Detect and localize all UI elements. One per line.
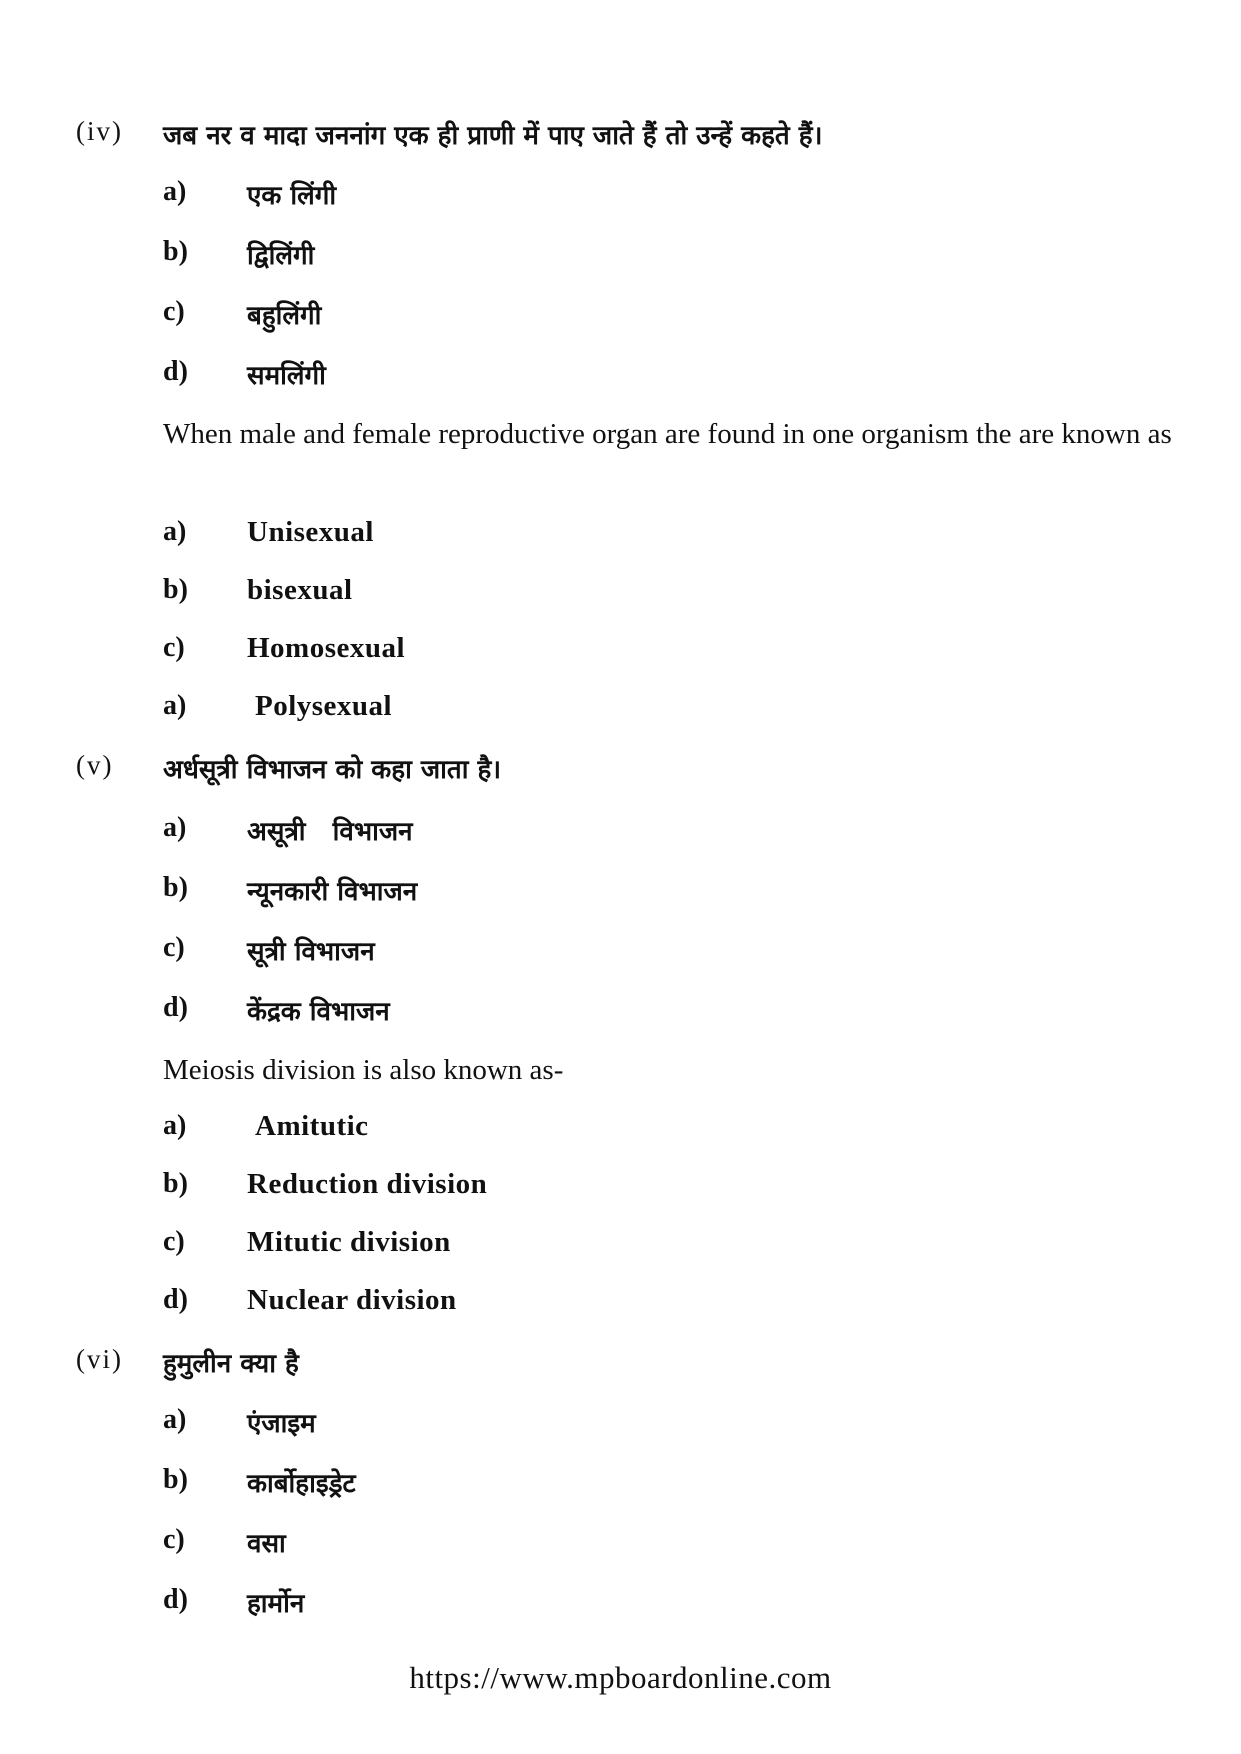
option-label: a) [163, 1404, 187, 1435]
option-text: Mitutic division [247, 1226, 451, 1258]
option-label: a) [163, 690, 187, 721]
option-text: Reduction division [247, 1168, 488, 1200]
option-text: हार्मोन [247, 1589, 305, 1619]
option-label: a) [163, 812, 187, 843]
option-label: c) [163, 632, 185, 663]
question-text-english: Meiosis division is also known as- [163, 1054, 564, 1086]
option-label: b) [163, 1168, 188, 1199]
option-text: एक लिंगी [247, 181, 337, 211]
option-text: न्यूनकारी विभाजन [247, 877, 418, 907]
option-label: d) [163, 992, 188, 1023]
option-label: c) [163, 1226, 185, 1257]
option-text: Nuclear division [247, 1284, 457, 1316]
question-number: (v) [76, 750, 114, 780]
option-label: a) [163, 1110, 187, 1141]
option-label: b) [163, 574, 188, 605]
question-text-hindi: हुमुलीन क्या है [163, 1349, 299, 1379]
option-label: c) [163, 296, 185, 327]
question-text-hindi: अर्धसूत्री विभाजन को कहा जाता है। [163, 755, 502, 785]
option-text: समलिंगी [247, 361, 326, 391]
option-text: द्विलिंगी [247, 241, 315, 271]
option-text: एंजाइम [247, 1409, 316, 1439]
option-label: a) [163, 176, 187, 207]
option-label: a) [163, 516, 187, 547]
option-text: वसा [247, 1529, 286, 1559]
option-text: केंद्रक विभाजन [247, 997, 390, 1027]
footer-url[interactable]: https://www.mpboardonline.com [409, 1660, 832, 1695]
option-text: Amitutic [255, 1110, 369, 1142]
option-label: d) [163, 1584, 188, 1615]
option-text: कार्बोहाइड्रेट [247, 1469, 356, 1499]
option-label: c) [163, 932, 185, 963]
option-text: असूत्री विभाजन [247, 817, 413, 847]
option-text: bisexual [247, 574, 353, 606]
question-number: (vi) [76, 1344, 123, 1374]
option-label: b) [163, 1464, 188, 1495]
option-text: Unisexual [247, 516, 374, 548]
option-text: सूत्री विभाजन [247, 937, 375, 967]
question-text-hindi: जब नर व मादा जननांग एक ही प्राणी में पाए जाते हैं तो उन्हें कहते हैं। [163, 121, 823, 151]
option-label: c) [163, 1524, 185, 1555]
option-label: d) [163, 1284, 188, 1315]
option-label: d) [163, 356, 188, 387]
option-text: Homosexual [247, 632, 406, 664]
question-text-english: When male and female reproductive organ are found in one organism the are known as [163, 418, 1172, 450]
option-text: Polysexual [255, 690, 393, 722]
option-label: b) [163, 872, 188, 903]
question-number: (iv) [76, 116, 123, 146]
option-text: बहुलिंगी [247, 301, 322, 331]
option-label: b) [163, 236, 188, 267]
